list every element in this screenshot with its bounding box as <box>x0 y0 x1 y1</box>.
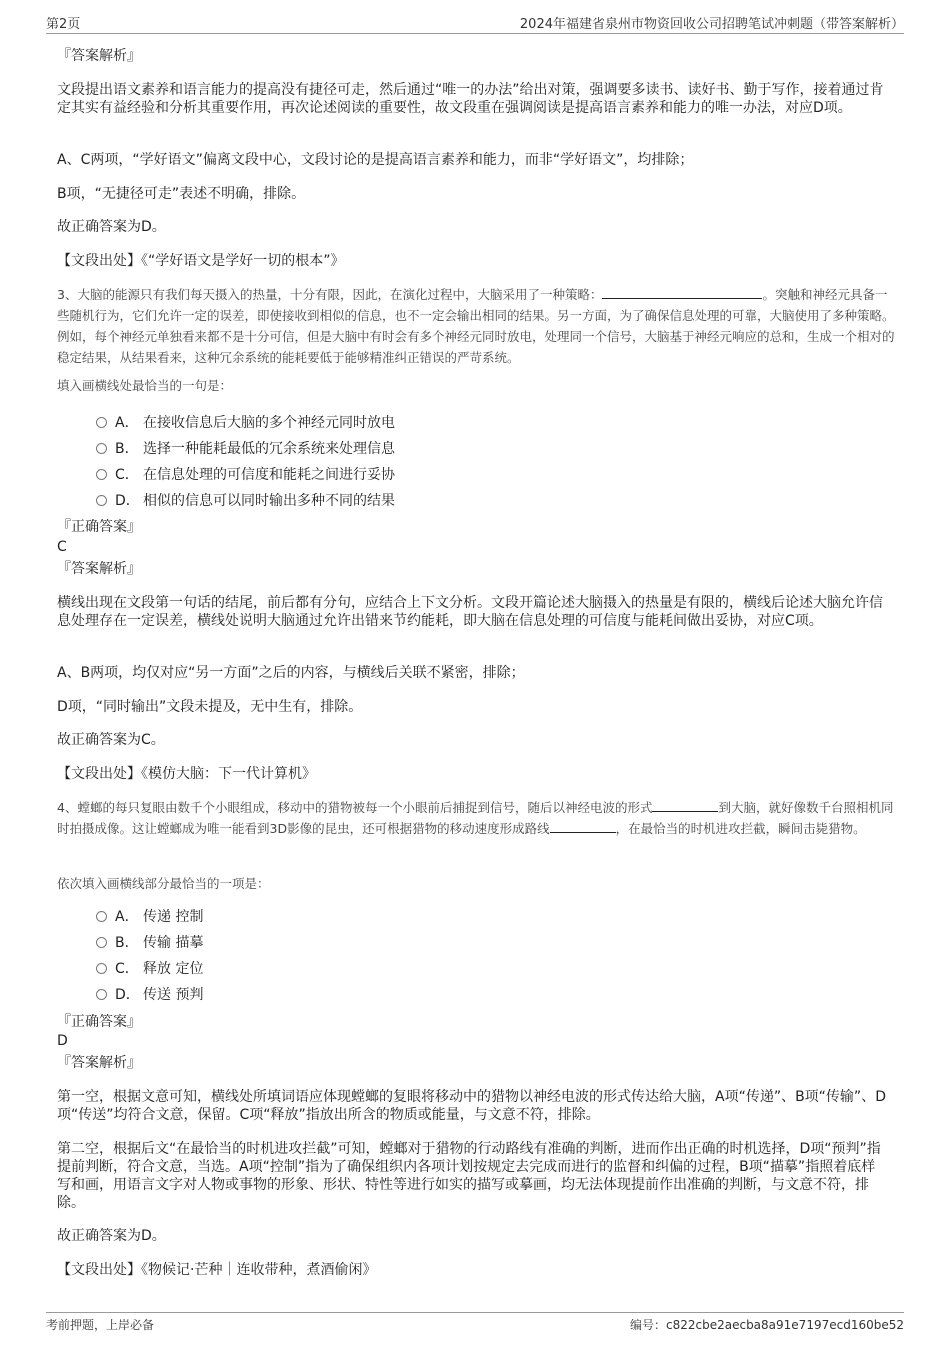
fill-blank <box>652 799 718 812</box>
page-number: 第2页 <box>46 17 81 32</box>
document-title: 2024年福建省泉州市物资回收公司招聘笔试冲刺题（带答案解析） <box>519 17 904 32</box>
radio-icon[interactable] <box>96 469 107 480</box>
source-citation: 【文段出处】《物候记·芒种｜连收带种，煮酒偷闲》 <box>57 1262 377 1278</box>
page-footer <box>46 1312 904 1336</box>
radio-icon[interactable] <box>96 417 107 428</box>
answer-statement: 故正确答案为D。 <box>57 1228 166 1244</box>
question-instruction: 依次填入画横线部分最恰当的一项是： <box>57 876 270 891</box>
radio-icon[interactable] <box>96 443 107 454</box>
radio-icon[interactable] <box>96 989 107 1000</box>
correct-answer-label: 『正确答案』 <box>57 519 141 535</box>
radio-icon[interactable] <box>96 937 107 948</box>
option-b[interactable]: B． 选择一种能耗最低的冗余系统来处理信息 <box>96 439 395 459</box>
analysis-paragraph: A、B两项，均仅对应“另一方面”之后的内容，与横线后关联不紧密，排除； <box>57 665 525 681</box>
question-instruction: 填入画横线处最恰当的一句是： <box>57 378 233 393</box>
question-3-text: 3、大脑的能源只有我们每天摄入的热量，十分有限，因此，在演化过程中，大脑采用了一种策略： 。突触和神经元具备一些随机行为，它们允许一定的误差，即使接收到相似的信息，也不一定会输出相同的结果。另一方面，为了确保信息处理的可靠，大脑使用了多种策略。例如，每个神经元单独看来都不是十分可信，但是大脑中有时会有多个神经元同时放电，处理同一个信号，大脑基于神经元响应的总和，生成一个相对的稳定结果，从结果看来，这种冗余系统的能耗要低于能够精准纠正错误的严苛系统。 <box>57 287 895 365</box>
analysis-label: 『答案解析』 <box>57 48 141 64</box>
option-d[interactable]: D． 相似的信息可以同时输出多种不同的结果 <box>96 491 395 511</box>
question-4-text: 4、螳螂的每只复眼由数千个小眼组成，移动中的猎物被每一个小眼前后捕捉到信号，随后以神经电波的形式 到大脑，就好像数千台照相机同时拍摄成像。这让螳螂成为唯一能看到3D影像的昆虫，还可根据猎物的移动速度形成路线 ，在最恰当的时机进攻拦截，瞬间击毙猎物。 <box>57 800 894 836</box>
fill-blank <box>602 286 762 299</box>
option-c[interactable]: C． 释放 定位 <box>96 959 203 979</box>
radio-icon[interactable] <box>96 963 107 974</box>
analysis-paragraph: B项，“无捷径可走”表述不明确，排除。 <box>57 186 306 202</box>
analysis-label: 『答案解析』 <box>57 1055 141 1071</box>
source-citation: 【文段出处】《“学好语文是学好一切的根本”》 <box>57 253 345 269</box>
option-a[interactable]: A． 传递 控制 <box>96 907 203 927</box>
analysis-paragraph: 横线出现在文段第一句话的结尾，前后都有分句，应结合上下文分析。文段开篇论述大脑摄入的热量是有限的，横线后论述大脑允许信息处理存在一定误差，横线处说明大脑通过允许出错来节约能耗，即大脑在信息处理的可信度与能耗间做出妥协，对应C项。 <box>57 595 883 629</box>
correct-answer: C <box>57 539 67 555</box>
analysis-paragraph: 文段提出语文素养和语言能力的提高没有捷径可走，然后通过“唯一的办法”给出对策，强调要多读书、读好书、勤于写作，接着通过肯定其实有益经验和分析其重要作用，再次论述阅读的重要性，故文段重在强调阅读是提高语言素养和能力的唯一办法，对应D项。 <box>57 82 884 116</box>
source-citation: 【文段出处】《模仿大脑：下一代计算机》 <box>57 766 316 782</box>
correct-answer: D <box>57 1033 68 1049</box>
analysis-paragraph: 第一空，根据文意可知，横线处所填词语应体现螳螂的复眼将移动中的猎物以神经电波的形式传达给大脑，A项“传递”、B项“传输”、D项“传送”均符合文意，保留。C项“释放”指放出所含的物质或能量，与文意不符，排除。 <box>57 1089 886 1123</box>
analysis-paragraph: D项，“同时输出”文段未提及，无中生有，排除。 <box>57 699 363 715</box>
fill-blank <box>550 820 616 833</box>
radio-icon[interactable] <box>96 495 107 506</box>
footer-slogan: 考前押题，上岸必备 <box>46 1318 155 1332</box>
document-code: 编号：c822cbe2aecba8a91e7197ecd160be52 <box>630 1318 904 1332</box>
option-c[interactable]: C． 在信息处理的可信度和能耗之间进行妥协 <box>96 465 395 485</box>
answer-statement: 故正确答案为C。 <box>57 732 165 748</box>
analysis-paragraph: 第二空，根据后文“在最恰当的时机进攻拦截”可知，螳螂对于猎物的行动路线有准确的判断，进而作出正确的时机选择，D项“预判”指提前判断，符合文意，当选。A项“控制”指为了确保组织内各项计划按规定去完成而进行的监督和纠偏的过程，B项“描摹”指照着底样写和画，用语言文字对人物或事物的形象、形状、特性等进行如实的描写或摹画，均无法体现提前作出准确的判断，与文意不符，排除。 <box>57 1141 881 1211</box>
option-d[interactable]: D． 传送 预判 <box>96 985 203 1005</box>
radio-icon[interactable] <box>96 911 107 922</box>
correct-answer-label: 『正确答案』 <box>57 1014 141 1030</box>
option-a[interactable]: A． 在接收信息后大脑的多个神经元同时放电 <box>96 413 395 433</box>
analysis-paragraph: A、C两项，“学好语文”偏离文段中心，文段讨论的是提高语言素养和能力，而非“学好语文”，均排除； <box>57 152 694 168</box>
option-b[interactable]: B． 传输 描摹 <box>96 933 203 953</box>
analysis-label: 『答案解析』 <box>57 561 141 577</box>
page-header <box>46 13 904 34</box>
answer-statement: 故正确答案为D。 <box>57 219 166 235</box>
